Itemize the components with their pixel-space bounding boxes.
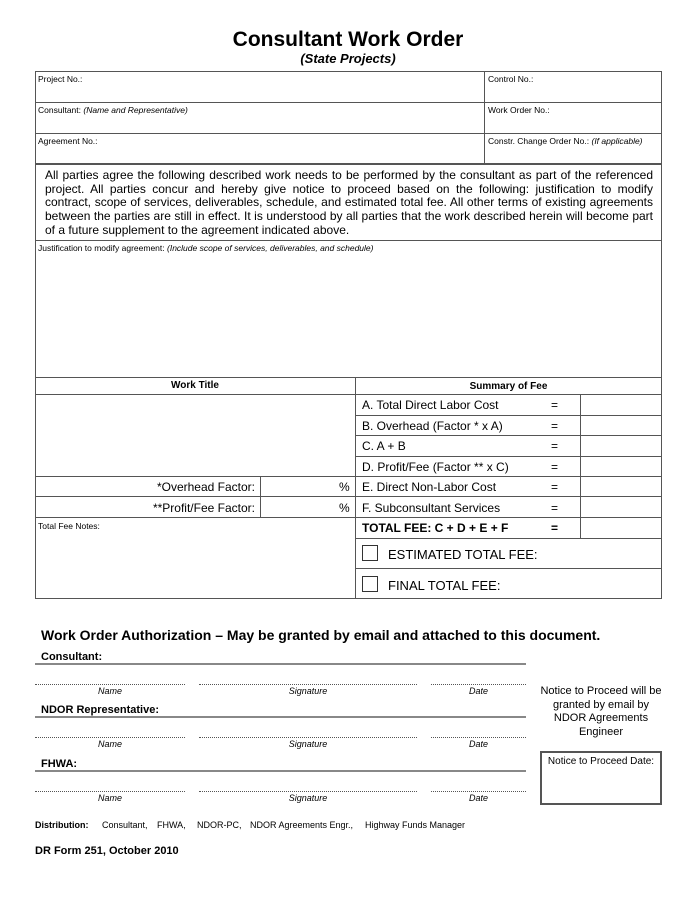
date-caption: Date (468, 739, 488, 749)
estimated-fee-checkbox[interactable] (362, 545, 378, 561)
name-caption: Name (97, 739, 122, 749)
work-order-no-field[interactable]: Work Order No.: (488, 105, 550, 115)
name-caption: Name (97, 686, 122, 696)
fee-amount-b-input[interactable] (581, 416, 661, 435)
fee-row-d-eq: = (551, 460, 559, 474)
fee-row-line (355, 538, 662, 539)
fee-table-divider (355, 377, 356, 599)
top-fields-divider (484, 71, 485, 164)
party-underline (35, 716, 526, 718)
fee-row-line (35, 476, 662, 477)
fee-row-c-eq: = (551, 439, 559, 453)
date-caption: Date (468, 793, 488, 803)
control-no-field[interactable]: Control No.: (488, 74, 534, 84)
ndor-name-line[interactable] (35, 737, 185, 738)
fee-row-f-eq: = (551, 501, 559, 515)
fee-amount-f-input[interactable] (581, 497, 661, 517)
row-divider (35, 240, 662, 241)
form-footer: DR Form 251, October 2010 (35, 845, 179, 857)
date-caption: Date (468, 686, 488, 696)
ndor-party-label: NDOR Representative: (41, 704, 159, 716)
ndor-date-line[interactable] (431, 737, 526, 738)
profit-percent: % (339, 501, 350, 515)
constr-change-hint: (If applicable) (591, 136, 643, 146)
fee-row-b-label: B. Overhead (Factor * x A) (362, 419, 503, 433)
project-no-field[interactable]: Project No.: (38, 74, 83, 84)
justification-label: Justification to modify agreement: (38, 243, 165, 253)
signature-caption: Signature (288, 793, 328, 803)
consultant-party-label: Consultant: (41, 651, 103, 663)
form-subtitle: (State Projects) (300, 51, 396, 66)
consultant-signature-line[interactable] (199, 684, 417, 685)
fee-row-c-label: C. A + B (362, 439, 406, 453)
fee-row-a-eq: = (551, 398, 559, 412)
total-fee-eq: = (551, 521, 559, 535)
work-title-input[interactable] (36, 395, 354, 476)
work-title-header: Work Title (171, 380, 219, 391)
consultant-name-line[interactable] (35, 684, 185, 685)
fee-amount-c-input[interactable] (581, 436, 661, 456)
ndor-signature-line[interactable] (199, 737, 417, 738)
fee-amount-d-input[interactable] (581, 457, 661, 476)
fhwa-name-line[interactable] (35, 791, 185, 792)
distribution-item: Highway Funds Manager (365, 820, 466, 830)
overhead-percent: % (339, 480, 350, 494)
notice-to-proceed-text: Notice to Proceed will be granted by email by NDOR Agreements Engineer (540, 685, 662, 738)
fhwa-party-label: FHWA: (41, 758, 78, 770)
consultant-field[interactable] (38, 105, 188, 115)
distribution-item: NDOR Agreements Engr., (250, 820, 354, 830)
fee-row-d-label: D. Profit/Fee (Factor ** x C) (362, 460, 509, 474)
estimated-fee-label: ESTIMATED TOTAL FEE: (388, 547, 538, 562)
fee-amount-e-input[interactable] (581, 477, 661, 496)
fhwa-signature-line[interactable] (199, 791, 417, 792)
total-fee-label: TOTAL FEE: C + D + E + F (362, 521, 509, 535)
party-underline (35, 663, 526, 665)
consultant-label: Consultant: (38, 105, 81, 115)
summary-header: Summary of Fee (469, 381, 548, 392)
fee-row-a-label: A. Total Direct Labor Cost (362, 398, 499, 412)
authorization-heading: Work Order Authorization – May be granted by email and attached to this document. (41, 627, 601, 643)
final-fee-label: FINAL TOTAL FEE: (388, 578, 501, 593)
total-fee-notes-label: Total Fee Notes: (38, 521, 100, 531)
form-title: Consultant Work Order (232, 28, 464, 51)
fee-amount-a-input[interactable] (581, 395, 661, 415)
signature-caption: Signature (288, 686, 328, 696)
total-fee-input[interactable] (581, 518, 661, 538)
profit-factor-input[interactable] (261, 497, 336, 517)
fee-row-b-eq: = (551, 419, 559, 433)
fee-row-f-label: F. Subconsultant Services (362, 501, 501, 515)
justification-hint: (Include scope of services, deliverables, and schedule) (167, 243, 374, 253)
profit-factor-label: **Profit/Fee Factor: (152, 501, 255, 515)
constr-change-label: Constr. Change Order No.: (488, 136, 590, 146)
signature-caption: Signature (288, 739, 328, 749)
name-caption: Name (97, 793, 122, 803)
overhead-factor-input[interactable] (261, 477, 336, 496)
constr-change-field[interactable] (488, 136, 643, 146)
fhwa-date-line[interactable] (431, 791, 526, 792)
final-fee-checkbox[interactable] (362, 576, 378, 592)
fee-row-line (35, 496, 662, 497)
top-fields-box (35, 71, 662, 164)
agreement-no-field[interactable]: Agreement No.: (38, 136, 98, 146)
fee-row-line (355, 568, 662, 569)
fee-row-e-label: E. Direct Non-Labor Cost (362, 480, 497, 494)
notice-date-label: Notice to Proceed Date: (547, 756, 655, 767)
distribution-item: FHWA, (157, 820, 186, 830)
justification-field[interactable] (38, 243, 373, 253)
consultant-date-line[interactable] (431, 684, 526, 685)
distribution-label: Distribution: (35, 820, 89, 830)
consultant-hint: (Name and Representative) (83, 105, 188, 115)
distribution-item: Consultant, (102, 820, 148, 830)
overhead-factor-label: *Overhead Factor: (156, 480, 255, 494)
row-divider (35, 133, 662, 134)
fee-row-line (35, 517, 662, 518)
party-underline (35, 770, 526, 772)
distribution-item: NDOR-PC, (197, 820, 242, 830)
fee-row-e-eq: = (551, 480, 559, 494)
row-divider (35, 102, 662, 103)
agreement-text: All parties agree the following described work needs to be performed by the consultant as part of the referenced project. All parties concur and hereby give notice to proceed based on the following: justification to modify contract, scope of services, deliverables, schedule, and estimated total fee. All other terms of existing agreements between the parties are still in effect. It is understood by all parties that the work described herein will become part of a future supplement to the agreement indicated above. (45, 168, 653, 237)
